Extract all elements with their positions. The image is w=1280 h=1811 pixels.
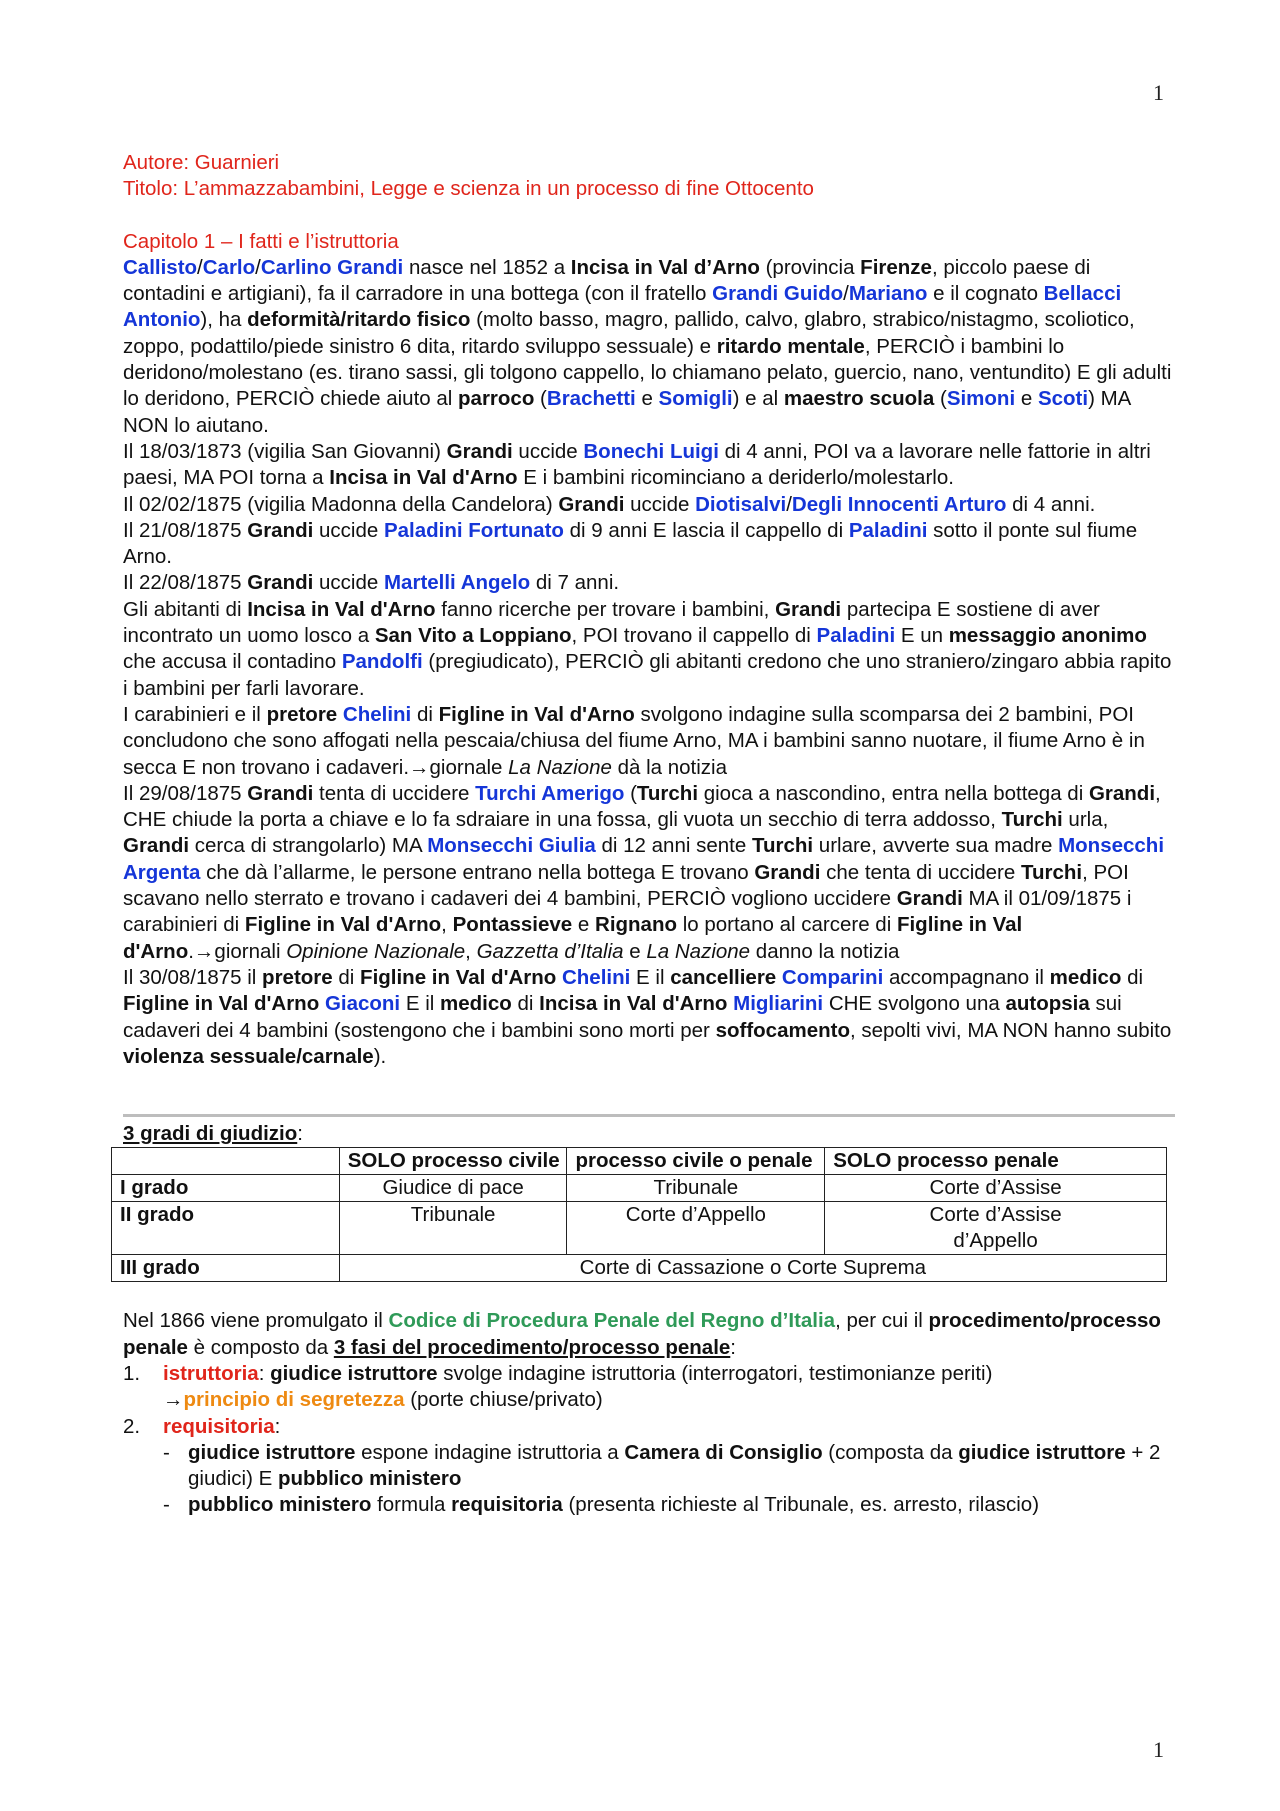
paragraph-29-08-1875: Il 29/08/1875 Grandi tenta di uccidere Turchi Amerigo (Turchi gioca a nascondino, entra nella bottega di Grandi, CHE chiude la porta a chiave e lo fa sdraiare in una fossa, gli vuota un secchio di terra addosso, Turchi urla, Grandi cerca di strangolarlo) MA Monsecchi Giulia di 12 anni sente Turchi urlare, avverte sua madre Monsecchi Argenta che dà l’allarme, le persone entrano nella bottega E trovano Grandi che tenta di uccidere Turchi, POI scavano nello sterrato e trovano i cadaveri dei 4 bambini, PERCIÒ vogliono uccidere Grandi MA il 01/09/1875 i carabinieri di Figline in Val d'Arno, Pontassieve e Rignano lo portano al carcere di Figline in Val d'Arno.→giornali Opinione Nazionale, Gazzetta d’Italia e La Nazione danno la notizia <box>123 781 1165 963</box>
row-label: III grado <box>112 1255 340 1282</box>
paragraph-1873: Il 18/03/1873 (vigilia San Giovanni) Grandi uccide Bonechi Luigi di 4 anni, POI va a lavorare nelle fattorie in altri paesi, MA POI torna a Incisa in Val d'Arno E i bambini ricominciano a deriderlo/molestarlo. <box>123 439 1151 490</box>
header-cell-civile-penale: processo civile o penale <box>567 1148 825 1175</box>
table-row <box>112 1202 1167 1255</box>
row-label: I grado <box>112 1175 340 1202</box>
list-item: 2. requisitoria: <box>123 1414 281 1438</box>
paragraph-carabinieri: I carabinieri e il pretore Chelini di Figline in Val d'Arno svolgono indagine sulla scomparsa dei 2 bambini, POI concludono che sono affogati nella pescaia/chiusa del fiume Arno, MA i bambini sanno nuotare, il fiume Arno è in secca E non trovano i cadaveri.→giornale La Nazione dà la notizia <box>123 702 1145 779</box>
table-caption: 3 gradi di giudizio: <box>123 1122 303 1146</box>
title-line: Titolo: L’ammazzabambini, Legge e scienza in un processo di fine Ottocento <box>123 177 814 201</box>
list-item: 1. istruttoria: giudice istruttore svolge indagine istruttoria (interrogatori, testimonianze periti) →principio di segretezza (porte chiuse/privato) <box>123 1361 993 1412</box>
table-row <box>112 1255 1167 1282</box>
table-cell: Tribunale <box>567 1175 825 1202</box>
paragraph-30-08-1875: Il 30/08/1875 il pretore di Figline in Val d'Arno Chelini E il cancelliere Comparini accompagnano il medico di Figline in Val d'Arno Giaconi E il medico di Incisa in Val d'Arno Migliarini CHE svolgono una autopsia sui cadaveri dei 4 bambini (sostengono che i bambini sono morti per soffocamento, sepolti vivi, MA NON hanno subito violenza sessuale/carnale). <box>123 965 1172 1068</box>
table-cell: Corte d’Assise d’Appello <box>825 1202 1167 1255</box>
page-number-bottom: 1 <box>1153 1737 1164 1762</box>
table-cell: Corte d’Assise <box>825 1175 1167 1202</box>
table-row <box>112 1175 1167 1202</box>
table-cell-merged: Corte di Cassazione o Corte Suprema <box>339 1255 1166 1282</box>
page-number-top: 1 <box>1153 80 1164 105</box>
table-cell: Tribunale <box>339 1202 567 1255</box>
paragraph-ricerche: Gli abitanti di Incisa in Val d'Arno fanno ricerche per trovare i bambini, Grandi partecipa E sostiene di aver incontrato un uomo losco a San Vito a Loppiano, POI trovano il cappello di Paladini E un messaggio anonimo che accusa il contadino Pandolfi (pregiudicato), PERCIÒ gli abitanti credono che uno straniero/zingaro abbia rapito i bambini per farli lavorare. <box>123 597 1172 700</box>
sub-item: - giudice istruttore espone indagine istruttoria a Camera di Consiglio (composta da giudice istruttore + 2 giudici) E pubblico ministero <box>163 1440 1161 1491</box>
row-label: II grado <box>112 1202 340 1255</box>
gradi-di-giudizio-table <box>111 1147 1167 1282</box>
paragraph-02-02-1875: Il 02/02/1875 (vigilia Madonna della Candelora) Grandi uccide Diotisalvi/Degli Innocenti Arturo di 4 anni. <box>123 492 1096 516</box>
sub-item: - pubblico ministero formula requisitoria (presenta richieste al Tribunale, es. arresto, rilascio) <box>163 1493 1040 1517</box>
procedure-intro: Nel 1866 viene promulgato il Codice di Procedura Penale del Regno d’Italia, per cui il procedimento/processo penale è composto da 3 fasi del procedimento/processo penale: <box>123 1309 1161 1359</box>
chapter-heading: Capitolo 1 – I fatti e l’istruttoria <box>123 229 399 253</box>
header-cell-civile: SOLO processo civile <box>339 1148 567 1175</box>
table-header-row <box>112 1148 1167 1175</box>
author-line: Autore: Guarnieri <box>123 151 280 174</box>
table-cell: Corte d’Appello <box>567 1202 825 1255</box>
codice-procedura-link: Codice di Procedura Penale del Regno d’Italia <box>388 1309 836 1333</box>
fasi-list <box>123 1361 1175 1440</box>
paragraph-grandi-intro: Callisto/Carlo/Carlino Grandi nasce nel 1852 a Incisa in Val d’Arno (provincia Firenze, piccolo paese di contadini e artigiani), fa il carradore in una bottega (con il fratello Grandi Guido/Mariano e il cognato Bellacci Antonio), ha deformità/ritardo fisico (molto basso, magro, pallido, calvo, glabro, strabico/nistagmo, scoliotico, zoppo, podattilo/piede sinistro 6 dita, ritardo sviluppo sessuale) e ritardo mentale, PERCIÒ i bambini lo deridono/molestano (es. tirano sassi, gli tolgono cappello, lo chiamano pelato, guercio, nano, ventundito) E gli adulti lo deridono, PERCIÒ chiede aiuto al parroco (Brachetti e Somigli) e al maestro scuola (Simoni e Scoti) MA NON lo aiutano. <box>123 255 1172 437</box>
paragraph-22-08-1875: Il 22/08/1875 Grandi uccide Martelli Angelo di 7 anni. <box>123 571 620 595</box>
section-divider <box>123 1114 1175 1117</box>
header-cell-penale: SOLO processo penale <box>825 1148 1167 1175</box>
document-body <box>120 150 1175 1519</box>
paragraph-21-08-1875: Il 21/08/1875 Grandi uccide Paladini Fortunato di 9 anni E lascia il cappello di Paladini sotto il ponte sul fiume Arno. <box>123 518 1138 569</box>
header-cell-empty <box>112 1148 340 1175</box>
arrow-icon: → <box>163 1388 184 1412</box>
table-cell: Giudice di pace <box>339 1175 567 1202</box>
